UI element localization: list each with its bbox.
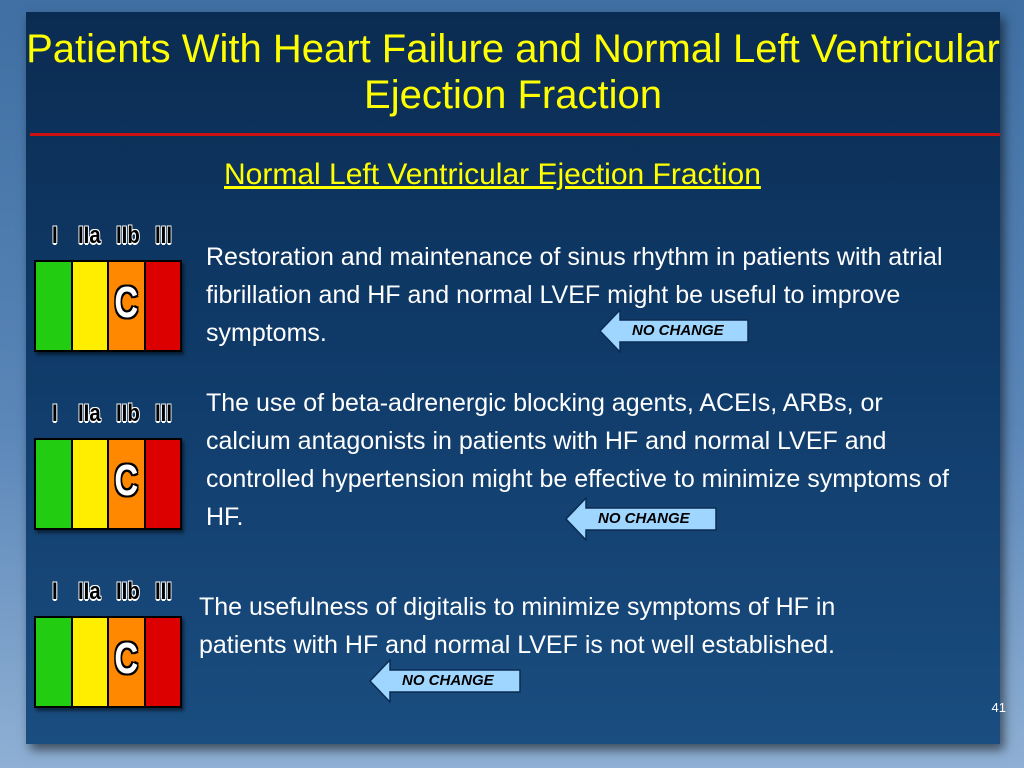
class-header: [34, 400, 184, 428]
class-label-iii: III: [155, 400, 173, 427]
badge-label: NO CHANGE: [402, 672, 494, 689]
class-label-iib: IIb: [116, 578, 140, 605]
slide: [26, 12, 1006, 744]
class-bars: [34, 260, 182, 352]
class-iib-bar: [109, 618, 146, 706]
class-iib-bar: [109, 262, 146, 350]
class-iib-bar: [109, 440, 146, 528]
level-of-evidence: C: [114, 456, 139, 505]
class-label-iib: IIb: [116, 400, 140, 427]
class-i-bar: [36, 440, 73, 528]
class-i-bar: [36, 262, 73, 350]
level-of-evidence: C: [114, 278, 139, 327]
class-bars: [34, 616, 182, 708]
class-label-iib: IIb: [116, 222, 140, 249]
class-iia-bar: [73, 262, 110, 350]
class-i-bar: [36, 618, 73, 706]
class-label-i: I: [52, 400, 58, 427]
class-label-i: I: [52, 222, 58, 249]
class-label-iia: IIa: [78, 222, 101, 249]
class-iia-bar: [73, 440, 110, 528]
slide-subtitle: Normal Left Ventricular Ejection Fraction: [224, 158, 761, 191]
recommendation-text-1: Restoration and maintenance of sinus rhythm in patients with atrial fibrillation and HF and normal LVEF might be useful to improve symptoms.: [206, 243, 943, 347]
class-bars: [34, 438, 182, 530]
class-header: [34, 578, 184, 606]
class-iia-bar: [73, 618, 110, 706]
badge-label: NO CHANGE: [632, 322, 724, 339]
badge-label: NO CHANGE: [598, 510, 690, 527]
no-change-badge-2: [564, 497, 718, 541]
page-number: 41: [991, 700, 1006, 715]
recommendation-text-3: The usefulness of digitalis to minimize symptoms of HF in patients with HF and normal LVEF is not well established.: [199, 593, 836, 659]
no-change-badge-3: [368, 659, 522, 703]
recommendation-text-2: The use of beta-adrenergic blocking agents, ACEIs, ARBs, or calcium antagonists in patients with HF and normal LVEF and controlled hypertension might be effective to minimize symptoms of HF.: [206, 389, 949, 531]
class-header: [34, 222, 184, 250]
title-divider: [30, 133, 1000, 136]
class-label-i: I: [52, 578, 58, 605]
slide-title: Patients With Heart Failure and Normal Left Ventricular Ejection Fraction: [26, 27, 1000, 117]
class-label-iii: III: [155, 578, 173, 605]
class-iii-bar: [146, 262, 181, 350]
no-change-badge-1: [598, 309, 750, 353]
class-label-iia: IIa: [78, 400, 101, 427]
level-of-evidence: C: [114, 634, 139, 683]
class-iii-bar: [146, 440, 181, 528]
class-label-iia: IIa: [78, 578, 101, 605]
class-iii-bar: [146, 618, 181, 706]
class-label-iii: III: [155, 222, 173, 249]
